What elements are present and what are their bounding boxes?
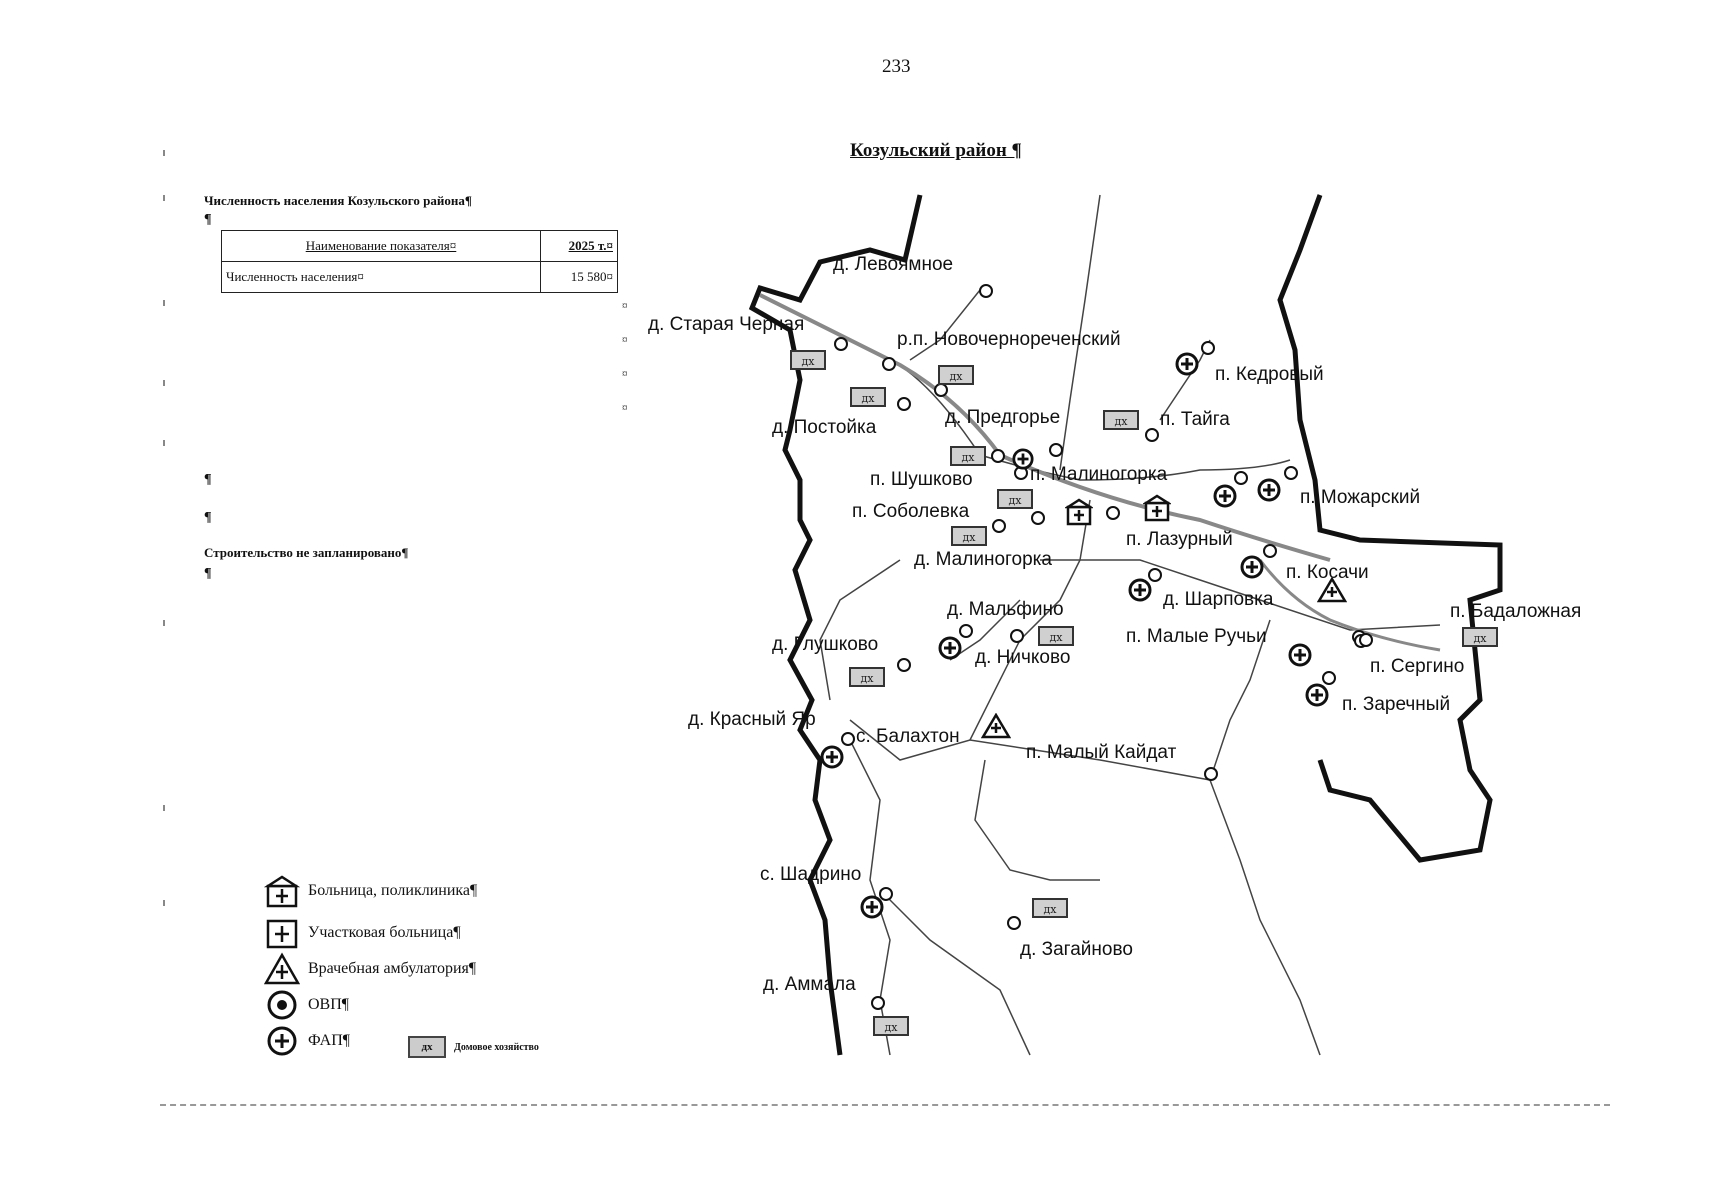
ovp-icon — [264, 988, 300, 1022]
ambulatory-icon — [264, 952, 300, 986]
map-label: с. Балахтон — [856, 726, 960, 747]
household-icon: дх — [408, 1036, 446, 1058]
cell-mark: ¤ — [622, 402, 628, 414]
map-label: д. Шарповка — [1163, 589, 1274, 610]
page-divider — [160, 1104, 1610, 1106]
map-label: д. Старая Черная — [648, 314, 805, 335]
row-indicator: Численность населения¤ — [222, 262, 541, 293]
map-label: д. Предгорье — [945, 407, 1061, 428]
legend-label: ОВП¶ — [308, 996, 350, 1013]
map-label: п. Можарский — [1300, 487, 1421, 508]
table-header-row — [222, 231, 618, 262]
page-number: 233 — [882, 56, 911, 77]
cell-mark: ¤ — [622, 300, 628, 312]
construction-note: Строительство не запланировано¶ — [204, 545, 409, 560]
map-label: с. Шадрино — [760, 864, 862, 885]
cell-mark: ¤ — [622, 334, 628, 346]
map-label: п. Заречный — [1342, 694, 1451, 715]
pilcrow: ¶ — [204, 566, 212, 581]
map-label: п. Косачи — [1286, 562, 1369, 583]
cell-mark: ¤ — [622, 368, 628, 380]
map-label: п. Тайга — [1160, 409, 1230, 430]
map-label: п. Соболевка — [852, 501, 970, 522]
map-label: д. Малиногорка — [914, 549, 1052, 570]
map-label: п. Малые Ручьи — [1126, 626, 1267, 647]
map-label: д. Ничково — [975, 647, 1071, 668]
fap-icon — [264, 1024, 300, 1058]
map-label: д. Загайново — [1020, 939, 1133, 960]
map-label: р.п. Новочернореченский — [897, 329, 1121, 350]
map-label: п. Лазурный — [1126, 529, 1233, 550]
legend-label: Врачебная амбулатория¶ — [308, 960, 477, 977]
population-table — [221, 230, 618, 293]
pilcrow: ¶ — [204, 212, 212, 227]
table-row — [222, 262, 618, 293]
map-label: п. Малиногорка — [1030, 464, 1168, 485]
pilcrow: ¶ — [204, 510, 212, 525]
district-border — [1280, 195, 1500, 860]
map-label: п. Малый Кайдат — [1026, 742, 1177, 763]
legend-label: Больница, поликлиника¶ — [308, 882, 478, 899]
legend-ambulatory — [264, 952, 476, 986]
map-label: д. Красный Яр — [688, 709, 816, 730]
hospital-icon — [264, 874, 300, 908]
legend-fap — [264, 1024, 350, 1058]
map-label: д. Аммала — [763, 974, 856, 995]
legend-hospital — [264, 874, 477, 908]
map-label: д. Левоямное — [833, 254, 954, 275]
map-label: п. Кедровый — [1215, 364, 1324, 385]
population-heading: Численность населения Козульского района¶ — [204, 193, 472, 208]
map-label: д. Глушково — [772, 634, 879, 655]
map-label: д. Постойка — [772, 417, 877, 438]
map-label: п. Бадаложная — [1450, 601, 1582, 622]
legend-label: ФАП¶ — [308, 1032, 350, 1049]
legend-ovp — [264, 988, 349, 1022]
pilcrow: ¶ — [204, 472, 212, 487]
page-title: Козульский район ¶ — [850, 140, 1022, 161]
map-label: п. Сергино — [1370, 656, 1465, 677]
header-year: 2025 т.¤ — [541, 231, 618, 262]
district-map — [640, 190, 1620, 1060]
legend-district-hospital — [264, 916, 461, 950]
legend-label: Участковая больница¶ — [308, 924, 461, 941]
legend-household — [408, 1036, 539, 1058]
legend-label: Домовое хозяйство — [454, 1041, 539, 1053]
header-indicator: Наименование показателя¤ — [222, 231, 541, 262]
row-value: 15 580¤ — [541, 262, 618, 293]
map-label: д. Мальфино — [947, 599, 1064, 620]
district-hospital-icon — [264, 916, 300, 950]
map-label: п. Шушково — [870, 469, 973, 490]
